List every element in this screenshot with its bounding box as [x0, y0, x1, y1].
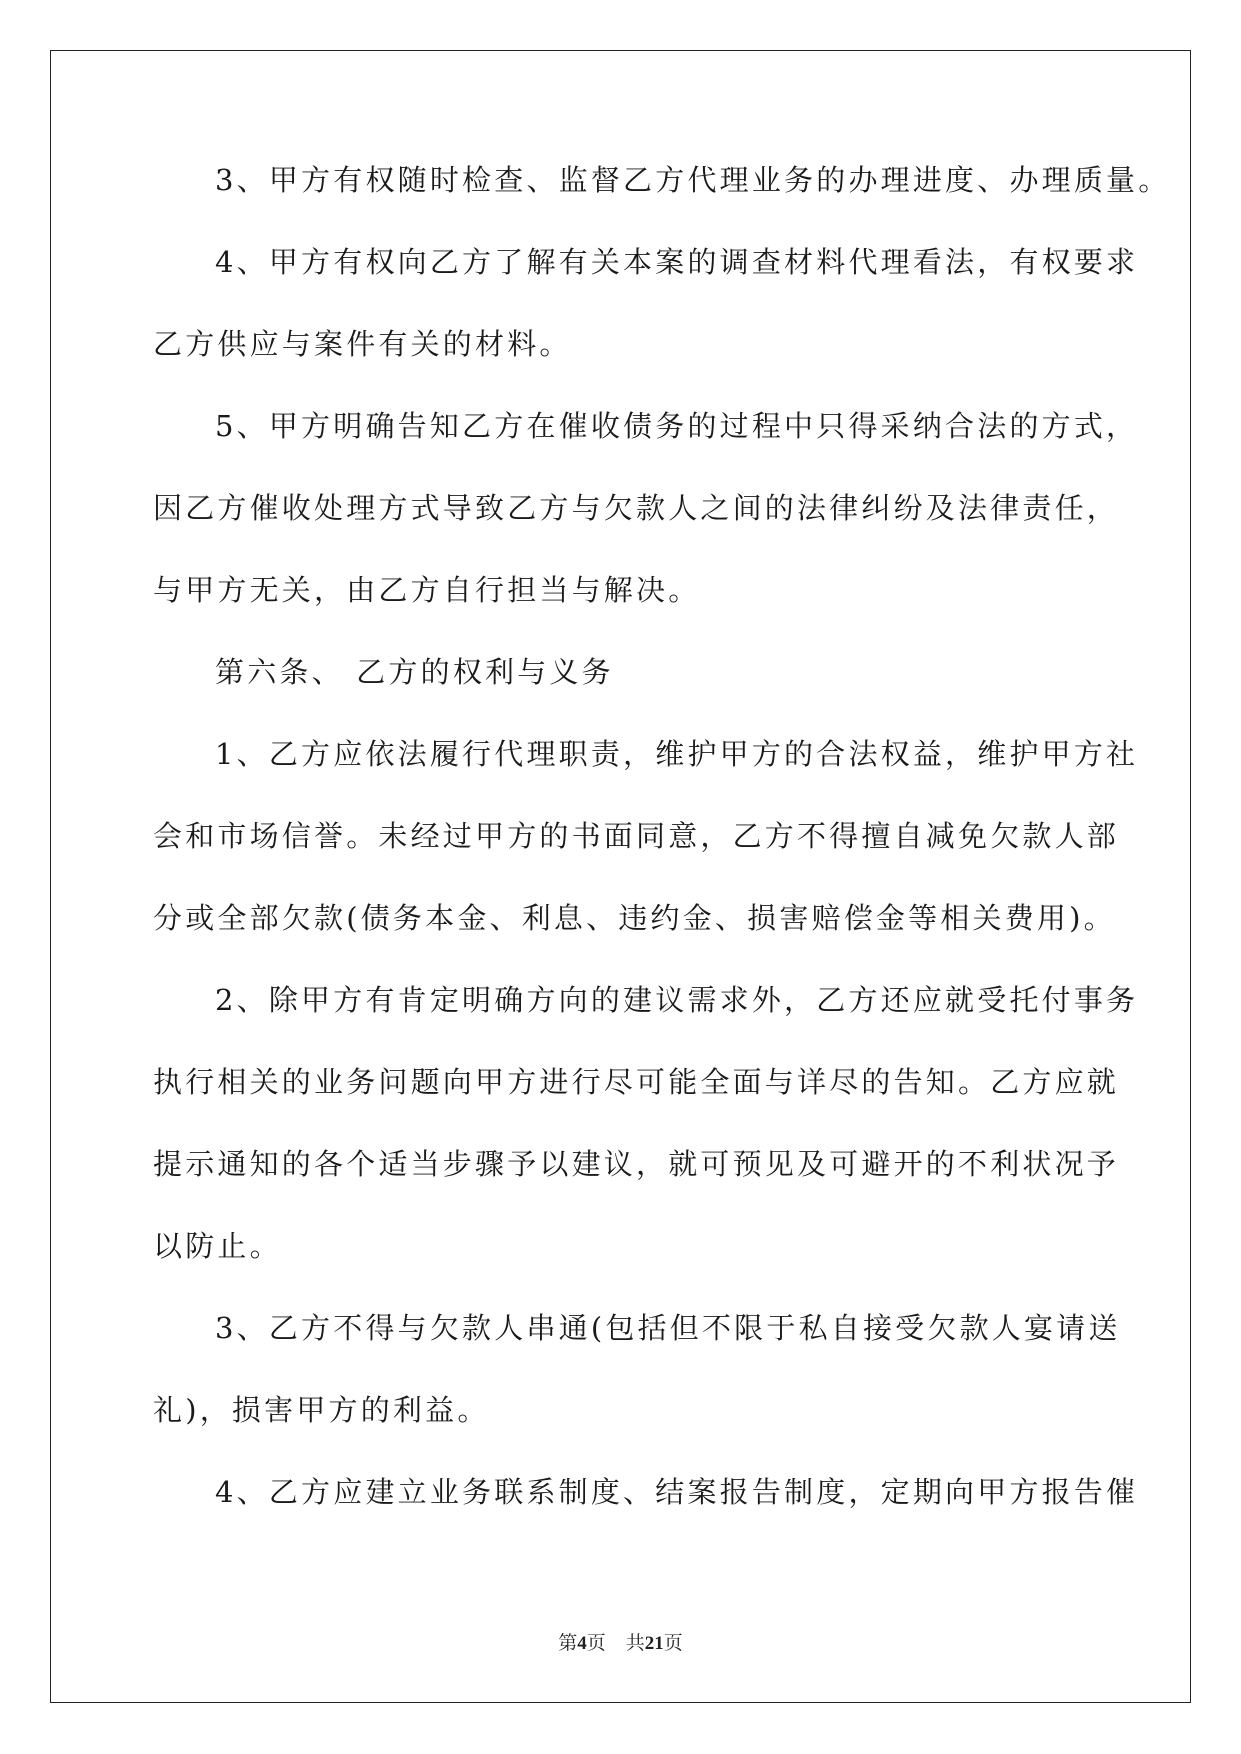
paragraph-line: 2、除甲方有肯定明确方向的建议需求外，乙方还应就受托付事务: [215, 983, 1139, 1017]
paragraph-line: 与甲方无关，由乙方自行担当与解决。: [153, 573, 701, 607]
section-heading: 第六条、 乙方的权利与义务: [215, 655, 614, 689]
paragraph-line: 会和市场信誉。未经过甲方的书面同意，乙方不得擅自减免欠款人部: [153, 819, 1120, 853]
paragraph-line: 1、乙方应依法履行代理职责，维护甲方的合法权益，维护甲方社: [215, 737, 1139, 771]
paragraph-line: 礼)，损害甲方的利益。: [153, 1393, 490, 1427]
paragraph-line: 4、乙方应建立业务联系制度、结案报告制度，定期向甲方报告催: [215, 1475, 1139, 1509]
paragraph-line: 以防止。: [153, 1229, 282, 1263]
paragraph-line: 3、甲方有权随时检查、监督乙方代理业务的办理进度、办理质量。: [215, 163, 1171, 197]
paragraph-line: 分或全部欠款(债务本金、利息、违约金、损害赔偿金等相关费用)。: [153, 901, 1116, 935]
paragraph-line: 3、乙方不得与欠款人串通(包括但不限于私自接受欠款人宴请送: [215, 1311, 1121, 1345]
document-body: [153, 160, 1171, 1554]
paragraph-line: 乙方供应与案件有关的材料。: [153, 327, 572, 361]
current-page-number: 4: [577, 1633, 587, 1654]
total-pages-number: 21: [644, 1633, 664, 1654]
paragraph-line: 因乙方催收处理方式导致乙方与欠款人之间的法律纠纷及法律责任，: [153, 491, 1120, 525]
paragraph-line: 5、甲方明确告知乙方在催收债务的过程中只得采纳合法的方式，: [215, 409, 1139, 443]
paragraph-line: 4、甲方有权向乙方了解有关本案的调查材料代理看法，有权要求: [215, 245, 1139, 279]
paragraph-line: 执行相关的业务问题向甲方进行尽可能全面与详尽的告知。乙方应就: [153, 1065, 1120, 1099]
footer-page-suffix: 页: [586, 1633, 606, 1654]
page-footer: [0, 1628, 1241, 1655]
footer-total-prefix: 共: [625, 1633, 645, 1654]
footer-total-suffix: 页: [663, 1633, 683, 1654]
paragraph-line: 提示通知的各个适当步骤予以建议，就可预见及可避开的不利状况予: [153, 1147, 1120, 1181]
footer-prefix: 第: [558, 1633, 578, 1654]
